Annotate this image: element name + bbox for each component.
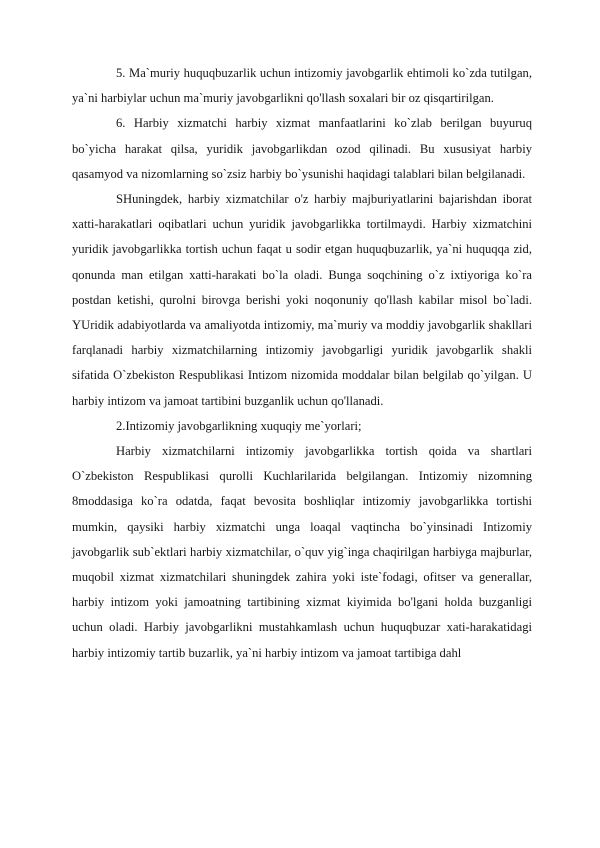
document-body [72,61,532,666]
section-heading: 2.Intizomiy javobgarlikning xuquqiy me`yorlari; [116,418,362,433]
paragraph-item-6: 6. Harbiy xizmatchi harbiy xizmat manfaatlarini ko`zlab berilgan buyuruq bo`yicha harakat qilsa, yuridik javobgarlikdan ozod qilinadi. Bu xususiyat harbiy qasamyod va nizomlarning so`zsiz harbiy bo`ysunishi haqidagi talablari bilan belgilanadi. [72,116,532,181]
paragraph-item-5: 5. Ma`muriy huquqbuzarlik uchun intizomiy javobgarlik ehtimoli ko`zda tutilgan, ya`ni harbiylar uchun ma`muriy javobgarlikni qo'llash soxalari bir oz qisqartirilgan. [72,66,532,106]
paragraph-legal-responsibility: SHuningdek, harbiy xizmatchilar o'z harbiy majburiyatlarini bajarishdan iborat xatti-harakatlari oqibatlari uchun yuridik javobgarlikka tortilmaydi. Harbiy xizmatchini yuridik javobgarlikka tortish uchun faqat u sodir etgan huquqbuzarlik, ya`ni huquqqa zid, qonunda man etilgan xatti-harakati bo`la oladi. Bunga soqchining o`z ixtiyoriga ko`ra postdan ketishi, qurolni birovga berishi yoki noqonuniy qo'llash kabilar misol bo`ladi. YUridik adabiyotlarda va amaliyotda intizomiy, ma`muriy va moddiy javobgarlik shakllari farqlanadi harbiy xizmatchilarning intizomiy javobgarligi yuridik javobgarlik shakli sifatida O`zbekiston Respublikasi Intizom nizomida moddalar bilan belgilab qo`yilgan. U harbiy intizom va jamoat tartibini buzganlik uchun qo'llanadi. [72,192,532,408]
paragraph-disciplinary-rules: Harbiy xizmatchilarni intizomiy javobgarlikka tortish qoida va shartlari O`zbekiston Respublikasi qurolli Kuchlarilarida belgilangan. Intizomiy nizomning 8moddasiga ko`ra odatda, faqat bevosita boshliqlar intizomiy javobgarlikka tortishi mumkin, qaysiki harbiy xizmatchi unga loaqal vaqtincha bo`yinsinadi Intizomiy javobgarlik sub`ektlari harbiy xizmatchilar, o`quv yig`inga chaqirilgan harbiyga majburlar, muqobil xizmat xizmatchilari shuningdek zahira yoki iste`fodagi, ofitser va generallar, harbiy intizom yoki jamoatning tartibining xizmat kiyimida bo'lgani holda buzganligi uchun oladi. Harbiy javobgarlikni mustahkamlash uchun huquqbuzar xati-harakatidagi harbiy intizomiy tartib buzarlik, ya`ni harbiy intizom va jamoat tartibiga dahl [72,444,532,660]
